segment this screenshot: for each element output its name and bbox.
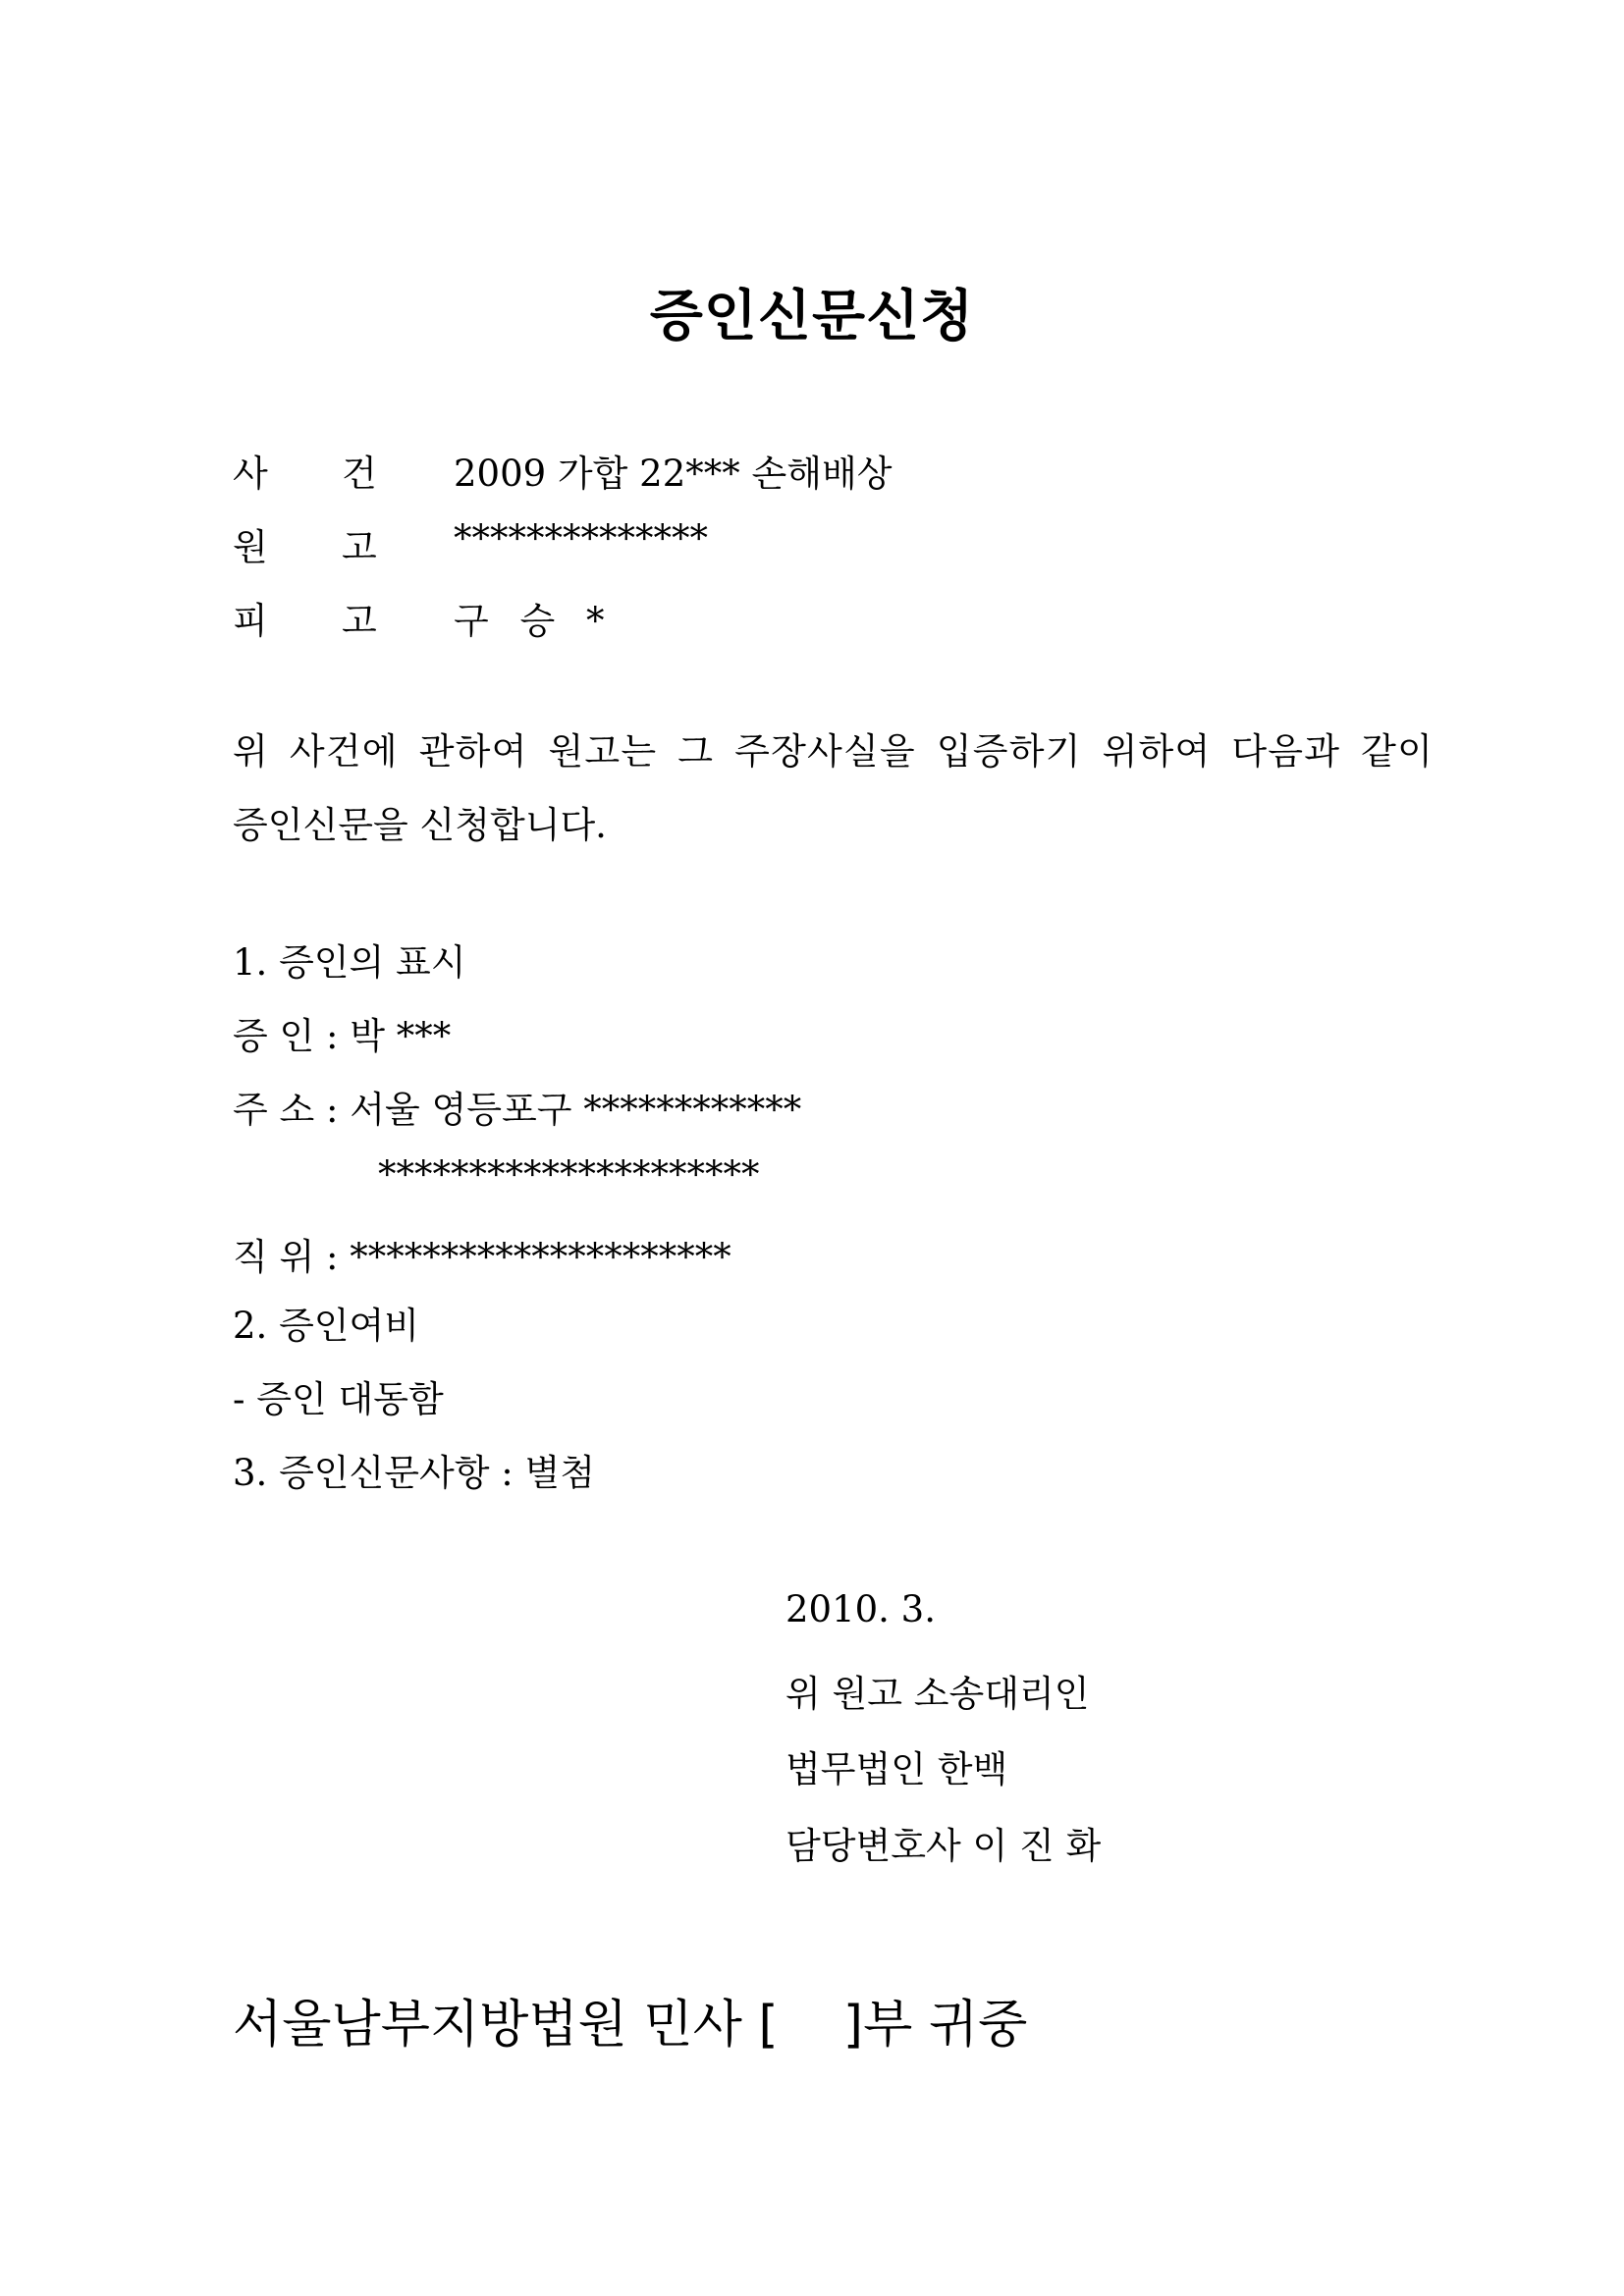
case-label-a-0: 사 <box>233 453 268 495</box>
court-addressee: 서울남부지방법원 민사 [ ]부 귀중 <box>233 1996 1028 2055</box>
case-label-a-1: 원 <box>233 526 268 568</box>
section2-heading: 2. 증인여비 <box>233 1305 420 1347</box>
case-label-b-1: 고 <box>342 526 377 568</box>
signature-line-1: 위 원고 소송대리인 <box>785 1673 1090 1715</box>
section2-detail: - 증인 대동함 <box>233 1378 444 1420</box>
section3-heading: 3. 증인신문사항 : 별첨 <box>233 1452 595 1494</box>
witness-name: 증 인 : 박 *** <box>233 1015 452 1057</box>
intro-line-2: 증인신문을 신청합니다. <box>233 804 607 846</box>
signature-line-2: 법무법인 한백 <box>785 1748 1008 1790</box>
case-number-value: 2009 가합 22*** 손해배상 <box>454 453 893 495</box>
intro-line-1: 위 사건에 관하여 원고는 그 주장사실을 입증하기 위하여 다음과 같이 <box>233 730 1435 773</box>
signature-line-3: 담당변호사 이 진 화 <box>785 1825 1102 1867</box>
section1-heading: 1. 증인의 표시 <box>233 941 466 984</box>
defendant-value: 구 승 * <box>454 600 615 642</box>
witness-position: 직 위 : ********************* <box>233 1236 731 1278</box>
case-label-b-2: 고 <box>342 600 377 642</box>
case-label-a-2: 피 <box>233 600 268 642</box>
plaintiff-value: ************** <box>454 517 708 560</box>
signature-date: 2010. 3. <box>785 1588 936 1630</box>
document-title: 증인신문신청 <box>649 285 975 348</box>
case-label-b-0: 건 <box>342 453 377 495</box>
witness-address-line-2: ********************* <box>378 1153 760 1196</box>
witness-address-line-1: 주 소 : 서울 영등포구 ************ <box>233 1089 802 1131</box>
